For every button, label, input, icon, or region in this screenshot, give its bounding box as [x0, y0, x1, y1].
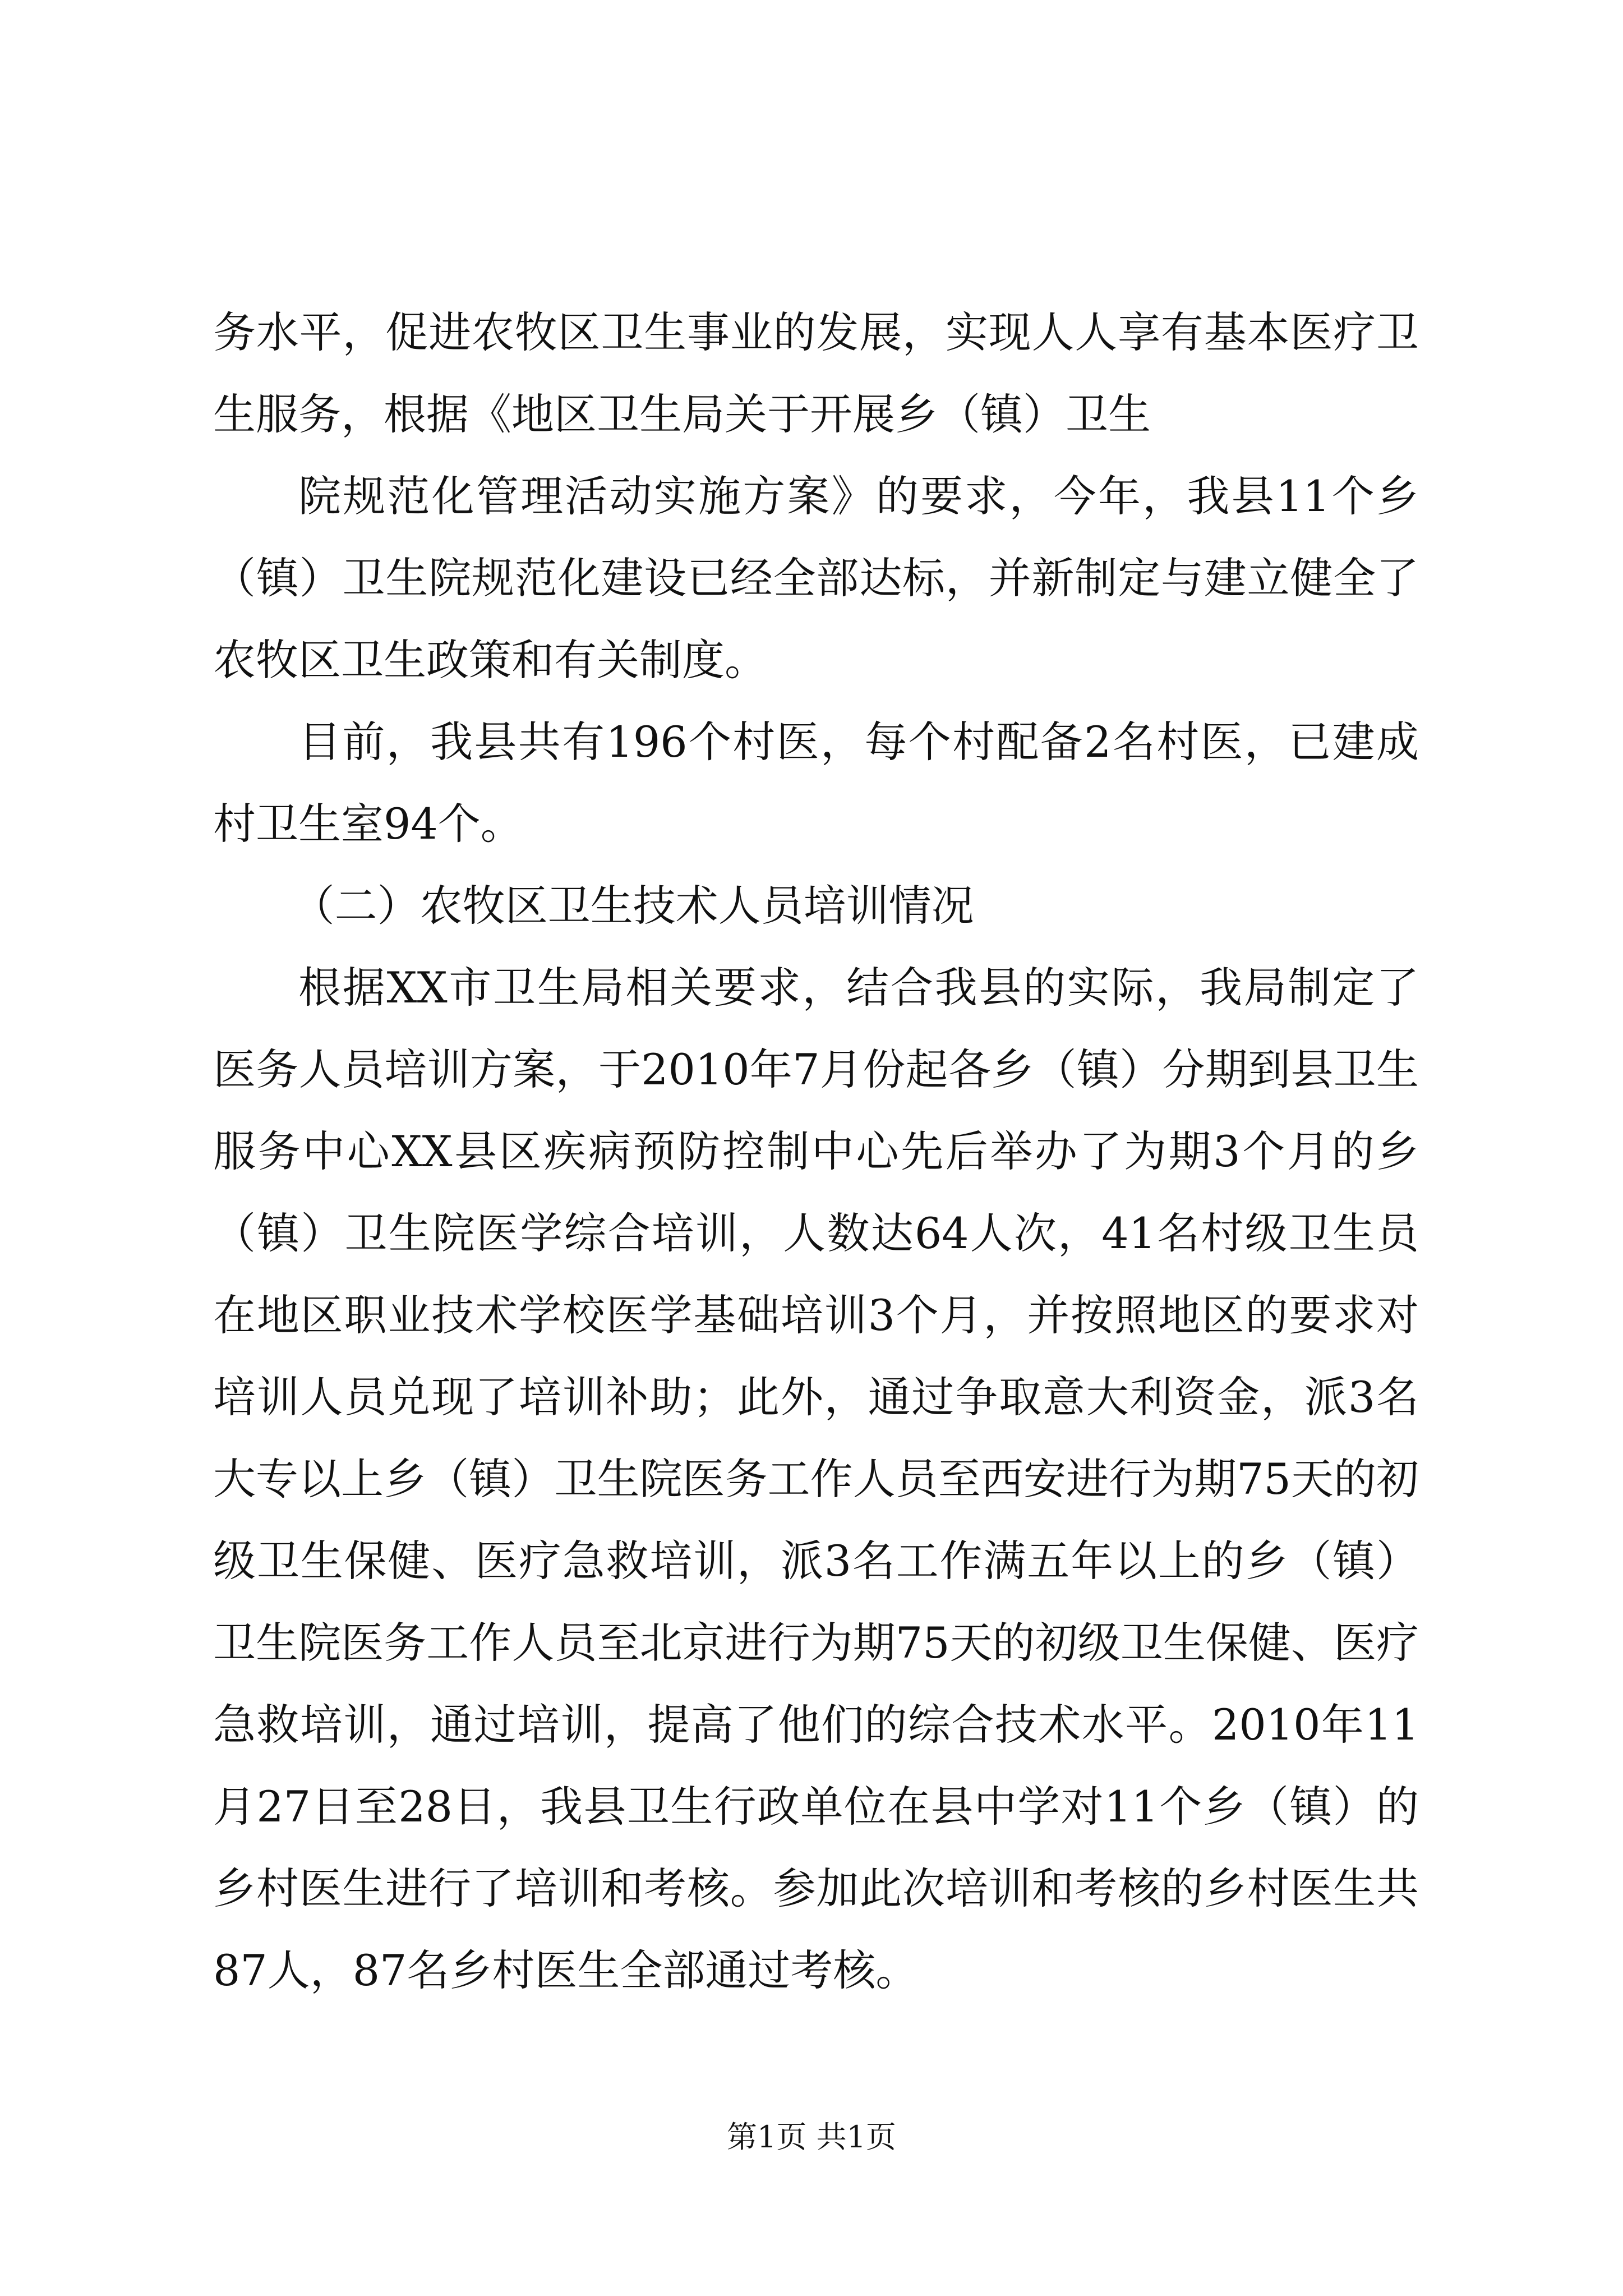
page-footer: 第1页 共1页 — [727, 2119, 896, 2155]
paragraph: 目前，我县共有196个村医，每个村配备2名村医，已建成村卫生室94个。 — [213, 717, 1419, 849]
document-body — [213, 292, 1419, 2012]
paragraph: 根据XX市卫生局相关要求，结合我县的实际，我局制定了医务人员培训方案，于2010年7月份起各乡（镇）分期到县卫生服务中心XX县区疾病预防控制中心先后举办了为期3个月的乡（镇）卫生院医学综合培训，人数达64人次，41名村级卫生员在地区职业技术学校医学基础培训3个月，并按照地区的要求对培训人员兑现了培训补助；此外，通过争取意大利资金，派3名大专以上乡（镇）卫生院医务工作人员至西安进行为期75天的初级卫生保健、医疗急救培训，派3名工作满五年以上的乡（镇）卫生院医务工作人员至北京进行为期75天的初级卫生保健、医疗急救培训，通过培训，提高了他们的综合技术水平。2010年11月27日至28日，我县卫生行政单位在县中学对11个乡（镇）的乡村医生进行了培训和考核。参加此次培训和考核的乡村医生共87人，87名乡村医生全部通过考核。 — [213, 963, 1419, 1995]
paragraph: 院规范化管理活动实施方案》的要求，今年，我县11个乡（镇）卫生院规范化建设已经全部达标，并新制定与建立健全了农牧区卫生政策和有关制度。 — [213, 471, 1419, 685]
section-heading: （二）农牧区卫生技术人员培训情况 — [292, 881, 974, 931]
paragraph: 务水平，促进农牧区卫生事业的发展，实现人人享有基本医疗卫生服务，根据《地区卫生局关于开展乡（镇）卫生 — [213, 307, 1419, 439]
